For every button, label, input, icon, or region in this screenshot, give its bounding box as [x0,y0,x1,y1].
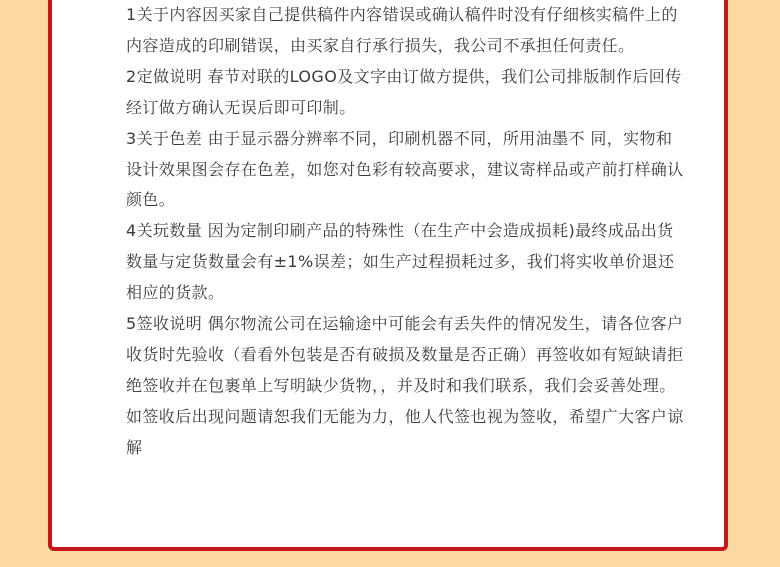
notice-paragraph-1: 1关于内容因买家自己提供稿件内容错误或确认稿件时没有仔细核实稿件上的内容造成的印刷错误，由买家自行承行损失，我公司不承担任何责任。 [126,5,678,55]
notice-card [48,0,728,551]
notice-paragraph-3: 3关于色差 由于显示器分辨率不同，印刷机器不同，所用油墨不 同，实物和设计效果图会存在色差，如您对色彩有较高要求，建议寄样品或产前打样确认颜色。 [126,128,684,210]
notice-paragraph-5: 5签收说明 偶尔物流公司在运输途中可能会有丢失件的情况发生，请各位客户收货时先验收（看看外包装是否有破损及数量是否正确）再签收如有短缺请拒绝签收并在包裹单上写明缺少货物，，并及时和我们联系，我们会妥善处理。如签收后出现问题请恕我们无能为力，他人代签也视为签收，希望广大客户谅解 [126,314,684,457]
notice-paragraph-2: 2定做说明 春节对联的LOGO及文字由订做方提供，我们公司排版制作后回传经订做方确认无误后即可印制。 [126,66,682,117]
notice-paragraph-4: 4关玩数量 因为定制印刷产品的特殊性（在生产中会造成损耗)最终成品出货数量与定货数量会有±1%误差；如生产过程损耗过多，我们将实收单价退还相应的货款。 [126,221,675,303]
notice-content [126,0,686,464]
